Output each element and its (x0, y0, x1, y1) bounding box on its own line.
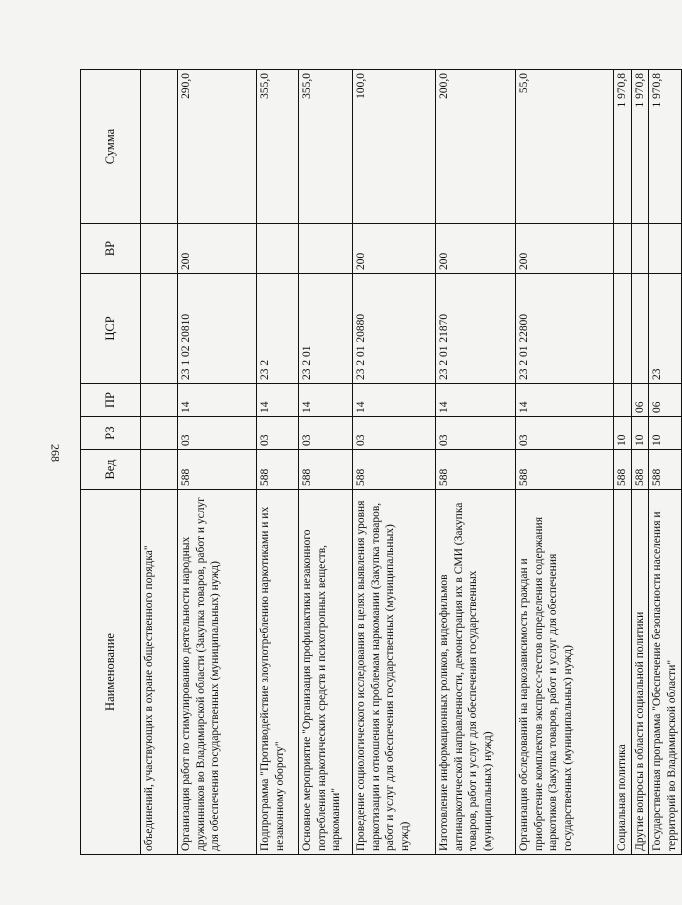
table-row (436, 70, 516, 855)
table-row (353, 70, 436, 855)
row-csr-cell: 23 2 01 21870 (436, 274, 516, 384)
row-rz-cell: 03 (353, 417, 436, 450)
row-rz-cell: 03 (436, 417, 516, 450)
row-vr-cell: 200 (353, 224, 436, 274)
header-sum: Сумма (81, 70, 141, 224)
row-sum-cell: 355,0 (299, 70, 353, 224)
row-csr-cell (631, 274, 649, 384)
row-sum-cell: 290,0 (178, 70, 257, 224)
row-csr-cell: 23 (649, 274, 682, 384)
row-vr-cell (257, 224, 299, 274)
row-vr-cell (299, 224, 353, 274)
rotated-table-container (80, 70, 678, 855)
row-rz-cell (141, 417, 178, 450)
row-name-cell: Организация работ по стимулированию деятельности народных дружинников во Владимирской области (Закупка товаров, работ и услуг для обеспечения государственных (муниципальных) нужд) (178, 490, 257, 855)
header-ved: Вед (81, 450, 141, 490)
row-ved-cell (141, 450, 178, 490)
row-name-cell: объединений, участвующих в охране общественного порядка" (141, 490, 178, 855)
row-csr-cell: 23 2 (257, 274, 299, 384)
row-pr-cell: 14 (436, 384, 516, 417)
row-csr-cell: 23 2 01 20880 (353, 274, 436, 384)
row-vr-cell: 200 (178, 224, 257, 274)
row-vr-cell: 200 (436, 224, 516, 274)
row-vr-cell (631, 224, 649, 274)
table-row (257, 70, 299, 855)
row-name-cell: Изготовление информационных роликов, видеофильмов антинаркотической направленности, демонстрация их в СМИ (Закупка товаров, работ и услуг для обеспечения государственных (муниципальных) нужд) (436, 490, 516, 855)
row-pr-cell: 14 (353, 384, 436, 417)
row-pr-cell: 14 (178, 384, 257, 417)
row-ved-cell: 588 (178, 450, 257, 490)
table-row (631, 70, 649, 855)
row-sum-cell: 55,0 (516, 70, 614, 224)
row-ved-cell: 588 (614, 450, 632, 490)
table-row (141, 70, 178, 855)
row-ved-cell: 588 (436, 450, 516, 490)
row-sum-cell: 100,0 (353, 70, 436, 224)
row-pr-cell: 06 (631, 384, 649, 417)
header-name: Наименование (81, 490, 141, 855)
header-pr: ПР (81, 384, 141, 417)
row-name-cell: Подпрограмма "Противодействие злоупотреблению наркотиками и их незаконному обороту" (257, 490, 299, 855)
table-row (178, 70, 257, 855)
row-csr-cell (614, 274, 632, 384)
row-rz-cell: 10 (614, 417, 632, 450)
header-rz: РЗ (81, 417, 141, 450)
row-sum-cell: 1 970,8 (614, 70, 632, 224)
row-pr-cell (141, 384, 178, 417)
row-pr-cell: 14 (299, 384, 353, 417)
row-ved-cell: 588 (257, 450, 299, 490)
row-sum-cell: 1 970,8 (631, 70, 649, 224)
row-rz-cell: 10 (631, 417, 649, 450)
row-csr-cell: 23 2 01 22800 (516, 274, 614, 384)
row-vr-cell (649, 224, 682, 274)
row-vr-cell: 200 (516, 224, 614, 274)
row-name-cell: Организация обследований на наркозависимость граждан и приобретение комплектов экспресс-тестов определения содержания наркотиков (Закупка товаров, работ и услуг для обеспечения государственных (муниципальных) нужд) (516, 490, 614, 855)
table-row (516, 70, 614, 855)
row-pr-cell: 06 (649, 384, 682, 417)
row-vr-cell (614, 224, 632, 274)
row-pr-cell: 14 (516, 384, 614, 417)
row-name-cell: Другие вопросы в области социальной политики (631, 490, 649, 855)
row-name-cell: Государственная программа "Обеспечение безопасности населения и территорий во Владимирской области" (649, 490, 682, 855)
row-csr-cell (141, 274, 178, 384)
row-ved-cell: 588 (516, 450, 614, 490)
row-pr-cell (614, 384, 632, 417)
row-vr-cell (141, 224, 178, 274)
row-sum-cell (141, 70, 178, 224)
row-rz-cell: 03 (516, 417, 614, 450)
row-ved-cell: 588 (353, 450, 436, 490)
header-vr: ВР (81, 224, 141, 274)
table-row (299, 70, 353, 855)
row-rz-cell: 10 (649, 417, 682, 450)
row-rz-cell: 03 (299, 417, 353, 450)
table-row (649, 70, 682, 855)
row-rz-cell: 03 (178, 417, 257, 450)
row-sum-cell: 200,0 (436, 70, 516, 224)
row-ved-cell: 588 (299, 450, 353, 490)
row-csr-cell: 23 2 01 (299, 274, 353, 384)
table-row (614, 70, 632, 855)
page-number: 268 (48, 444, 63, 462)
row-sum-cell: 1 970,8 (649, 70, 682, 224)
row-name-cell: Социальная политика (614, 490, 632, 855)
row-ved-cell: 588 (649, 450, 682, 490)
row-pr-cell: 14 (257, 384, 299, 417)
row-ved-cell: 588 (631, 450, 649, 490)
table-header-row (81, 70, 141, 855)
row-sum-cell: 355,0 (257, 70, 299, 224)
row-name-cell: Проведение социологического исследования в целях выявления уровня наркотизации и отношения к проблемам наркомании (Закупка товаров, работ и услуг для обеспечения государственных (муниципальных) нужд) (353, 490, 436, 855)
header-csr: ЦСР (81, 274, 141, 384)
row-csr-cell: 23 1 02 20810 (178, 274, 257, 384)
row-rz-cell: 03 (257, 417, 299, 450)
budget-table (80, 69, 682, 855)
row-name-cell: Основное мероприятие "Организация профилактики незаконного потребления наркотических средств и психотропных веществ, наркомании" (299, 490, 353, 855)
